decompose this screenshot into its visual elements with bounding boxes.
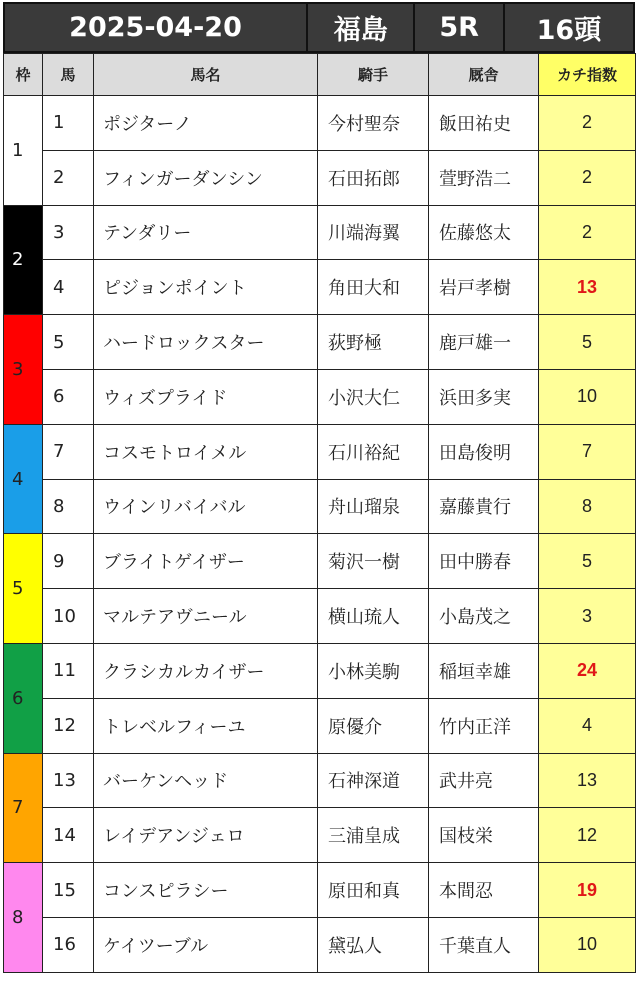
horse-name: ウィズプライド bbox=[94, 369, 318, 424]
kachi-index: 4 bbox=[539, 698, 636, 753]
jockey-name: 石田拓郎 bbox=[318, 150, 429, 205]
kachi-index: 2 bbox=[539, 96, 636, 151]
table-row bbox=[4, 424, 636, 479]
col-header-horse: 馬名 bbox=[94, 54, 318, 96]
horse-name: ブライトゲイザー bbox=[94, 534, 318, 589]
col-header-umaban: 馬 bbox=[43, 54, 94, 96]
horse-number: 10 bbox=[43, 589, 94, 644]
table-row bbox=[4, 315, 636, 370]
horse-number: 4 bbox=[43, 260, 94, 315]
waku-cell: 5 bbox=[4, 534, 43, 644]
horse-name: ポジターノ bbox=[94, 96, 318, 151]
table-row bbox=[4, 150, 636, 205]
entries-table bbox=[3, 53, 636, 973]
table-row bbox=[4, 96, 636, 151]
horse-number: 5 bbox=[43, 315, 94, 370]
trainer-name: 武井亮 bbox=[429, 753, 539, 808]
table-row bbox=[4, 698, 636, 753]
kachi-index: 2 bbox=[539, 150, 636, 205]
jockey-name: 菊沢一樹 bbox=[318, 534, 429, 589]
col-header-index: カチ指数 bbox=[539, 54, 636, 96]
kachi-index: 5 bbox=[539, 534, 636, 589]
trainer-name: 岩戸孝樹 bbox=[429, 260, 539, 315]
horse-number: 1 bbox=[43, 96, 94, 151]
kachi-index: 13 bbox=[539, 260, 636, 315]
horse-number: 8 bbox=[43, 479, 94, 534]
horse-number: 9 bbox=[43, 534, 94, 589]
horse-number: 7 bbox=[43, 424, 94, 479]
horse-number: 6 bbox=[43, 369, 94, 424]
waku-cell: 6 bbox=[4, 643, 43, 753]
column-header-row bbox=[4, 54, 636, 96]
col-header-waku: 枠 bbox=[4, 54, 43, 96]
horse-number: 12 bbox=[43, 698, 94, 753]
kachi-index: 24 bbox=[539, 643, 636, 698]
jockey-name: 横山琉人 bbox=[318, 589, 429, 644]
horse-number: 13 bbox=[43, 753, 94, 808]
horse-number: 3 bbox=[43, 205, 94, 260]
kachi-index: 12 bbox=[539, 808, 636, 863]
waku-cell: 7 bbox=[4, 753, 43, 863]
kachi-index: 8 bbox=[539, 479, 636, 534]
table-row bbox=[4, 589, 636, 644]
trainer-name: 稲垣幸雄 bbox=[429, 643, 539, 698]
table-row bbox=[4, 260, 636, 315]
kachi-index: 13 bbox=[539, 753, 636, 808]
jockey-name: 舟山瑠泉 bbox=[318, 479, 429, 534]
race-header bbox=[3, 2, 635, 53]
table-row bbox=[4, 205, 636, 260]
kachi-index: 19 bbox=[539, 863, 636, 918]
jockey-name: 小沢大仁 bbox=[318, 369, 429, 424]
horse-name: ウインリバイバル bbox=[94, 479, 318, 534]
trainer-name: 飯田祐史 bbox=[429, 96, 539, 151]
trainer-name: 小島茂之 bbox=[429, 589, 539, 644]
jockey-name: 荻野極 bbox=[318, 315, 429, 370]
table-row bbox=[4, 479, 636, 534]
kachi-index: 10 bbox=[539, 917, 636, 972]
jockey-name: 石川裕紀 bbox=[318, 424, 429, 479]
race-sheet bbox=[3, 2, 635, 973]
table-row bbox=[4, 917, 636, 972]
horse-number: 16 bbox=[43, 917, 94, 972]
horse-name: フィンガーダンシン bbox=[94, 150, 318, 205]
race-number: 5R bbox=[415, 4, 504, 51]
horse-name: マルテアヴニール bbox=[94, 589, 318, 644]
jockey-name: 三浦皇成 bbox=[318, 808, 429, 863]
col-header-trainer: 厩舎 bbox=[429, 54, 539, 96]
trainer-name: 浜田多実 bbox=[429, 369, 539, 424]
race-date: 2025-04-20 bbox=[5, 4, 308, 51]
jockey-name: 原優介 bbox=[318, 698, 429, 753]
trainer-name: 本間忍 bbox=[429, 863, 539, 918]
trainer-name: 鹿戸雄一 bbox=[429, 315, 539, 370]
jockey-name: 角田大和 bbox=[318, 260, 429, 315]
horse-number: 11 bbox=[43, 643, 94, 698]
table-row bbox=[4, 863, 636, 918]
runner-count: 16頭 bbox=[536, 15, 602, 46]
waku-cell: 8 bbox=[4, 863, 43, 973]
table-row bbox=[4, 808, 636, 863]
kachi-index: 3 bbox=[539, 589, 636, 644]
horse-name: クラシカルカイザー bbox=[94, 643, 318, 698]
waku-cell: 2 bbox=[4, 205, 43, 315]
trainer-name: 佐藤悠太 bbox=[429, 205, 539, 260]
table-row bbox=[4, 753, 636, 808]
trainer-name: 田中勝春 bbox=[429, 534, 539, 589]
trainer-name: 田島俊明 bbox=[429, 424, 539, 479]
entries-body bbox=[4, 96, 636, 973]
waku-cell: 1 bbox=[4, 96, 43, 206]
trainer-name: 竹内正洋 bbox=[429, 698, 539, 753]
table-row bbox=[4, 534, 636, 589]
horse-name: テンダリー bbox=[94, 205, 318, 260]
kachi-index: 5 bbox=[539, 315, 636, 370]
jockey-name: 石神深道 bbox=[318, 753, 429, 808]
jockey-name: 小林美駒 bbox=[318, 643, 429, 698]
table-row bbox=[4, 369, 636, 424]
horse-name: コスモトロイメル bbox=[94, 424, 318, 479]
jockey-name: 原田和真 bbox=[318, 863, 429, 918]
trainer-name: 嘉藤貴行 bbox=[429, 479, 539, 534]
waku-cell: 4 bbox=[4, 424, 43, 534]
horse-number: 14 bbox=[43, 808, 94, 863]
jockey-name: 川端海翼 bbox=[318, 205, 429, 260]
jockey-name: 黛弘人 bbox=[318, 917, 429, 972]
horse-number: 2 bbox=[43, 150, 94, 205]
trainer-name: 萱野浩二 bbox=[429, 150, 539, 205]
horse-number: 15 bbox=[43, 863, 94, 918]
horse-name: トレベルフィーユ bbox=[94, 698, 318, 753]
jockey-name: 今村聖奈 bbox=[318, 96, 429, 151]
horse-name: ハードロックスター bbox=[94, 315, 318, 370]
trainer-name: 国枝栄 bbox=[429, 808, 539, 863]
waku-cell: 3 bbox=[4, 315, 43, 425]
kachi-index: 2 bbox=[539, 205, 636, 260]
kachi-index: 7 bbox=[539, 424, 636, 479]
trainer-name: 千葉直人 bbox=[429, 917, 539, 972]
table-row bbox=[4, 643, 636, 698]
horse-name: ピジョンポイント bbox=[94, 260, 318, 315]
horse-name: バーケンヘッド bbox=[94, 753, 318, 808]
kachi-index: 10 bbox=[539, 369, 636, 424]
horse-name: レイデアンジェロ bbox=[94, 808, 318, 863]
col-header-jockey: 騎手 bbox=[318, 54, 429, 96]
horse-name: ケイツーブル bbox=[94, 917, 318, 972]
horse-name: コンスピラシー bbox=[94, 863, 318, 918]
race-venue: 福島 bbox=[308, 4, 415, 51]
